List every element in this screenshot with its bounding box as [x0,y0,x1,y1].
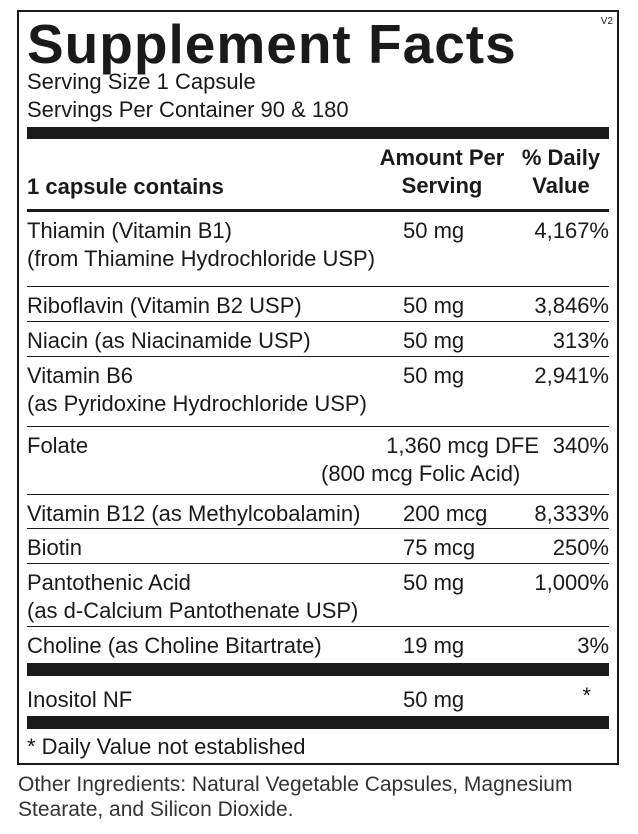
nutrient-amount: 50 mg [403,328,465,353]
nutrient-daily-value: 3% [577,633,609,658]
nutrient-source: (as Pyridoxine Hydrochloride USP) [27,391,367,416]
header-dv-line1: % Daily [521,145,601,170]
other-ingredients: Other Ingredients: Natural Vegetable Capsules, Magnesium Stearate, and Silicon Dioxide. [18,773,573,821]
daily-value-footnote: * Daily Value not established [27,734,306,759]
nutrient-amount-detail: (800 mcg Folic Acid) [321,461,521,486]
thick-divider-top [27,127,609,139]
nutrient-amount: 50 mg [403,570,465,595]
header-amount [372,144,512,200]
supplement-facts-panel [17,10,619,765]
header-dv-line2: Value [532,173,590,198]
nutrient-amount: 50 mg [403,218,465,243]
nutrient-rows [27,212,609,661]
servings-per-container: Servings Per Container 90 & 180 [27,97,349,122]
nutrient-daily-value: * [582,683,591,708]
nutrient-daily-value: 250% [552,535,609,560]
nutrient-row [27,357,609,427]
nutrient-amount: 50 mg [403,363,465,388]
header-contains: 1 capsule contains [27,174,224,199]
nutrient-name: Inositol NF [27,687,133,712]
nutrient-row [27,427,609,495]
nutrient-name: Niacin (as Niacinamide USP) [27,328,311,353]
nutrient-row [27,529,609,564]
nutrient-name: Folate [27,433,89,458]
nutrient-daily-value: 313% [552,328,609,353]
panel-title: Supplement Facts [27,13,517,75]
nutrient-daily-value: 340% [552,433,609,458]
version-tag: V2 [600,16,613,27]
thick-divider-middle [27,663,609,676]
header-amount-line1: Amount Per [379,145,505,170]
nutrient-daily-value: 2,941% [534,363,609,388]
nutrient-name: Riboflavin (Vitamin B2 USP) [27,293,302,318]
nutrient-row [27,322,609,357]
nutrient-name: Vitamin B12 (as Methylcobalamin) [27,501,361,526]
column-header [27,142,609,202]
nutrient-source: (as d-Calcium Pantothenate USP) [27,598,359,623]
nutrient-name: Thiamin (Vitamin B1) [27,218,232,243]
nutrient-row [27,287,609,322]
nutrient-amount: 50 mg [403,687,465,712]
nutrient-row [27,212,609,287]
nutrient-daily-value: 4,167% [534,218,609,243]
nutrient-name: Pantothenic Acid [27,570,191,595]
nutrient-row [27,495,609,529]
nutrient-daily-value: 3,846% [534,293,609,318]
nutrient-daily-value: 8,333% [534,501,609,526]
nutrient-row [27,627,609,661]
nutrient-amount: 200 mcg [403,501,488,526]
inositol-row [27,676,609,716]
header-amount-line2: Serving [401,173,483,198]
nutrient-amount: 75 mcg [403,535,476,560]
nutrient-name: Biotin [27,535,83,560]
nutrient-daily-value: 1,000% [534,570,609,595]
nutrient-source: (from Thiamine Hydrochloride USP) [27,246,376,271]
header-daily-value [513,144,609,200]
nutrient-amount: 50 mg [403,293,465,318]
nutrient-row [27,564,609,627]
serving-size: Serving Size 1 Capsule [27,69,256,94]
nutrient-name: Choline (as Choline Bitartrate) [27,633,322,658]
nutrient-amount: 19 mg [403,633,465,658]
nutrient-amount: 1,360 mcg DFE [386,433,539,458]
nutrient-name: Vitamin B6 [27,363,133,388]
thick-divider-bottom [27,716,609,729]
